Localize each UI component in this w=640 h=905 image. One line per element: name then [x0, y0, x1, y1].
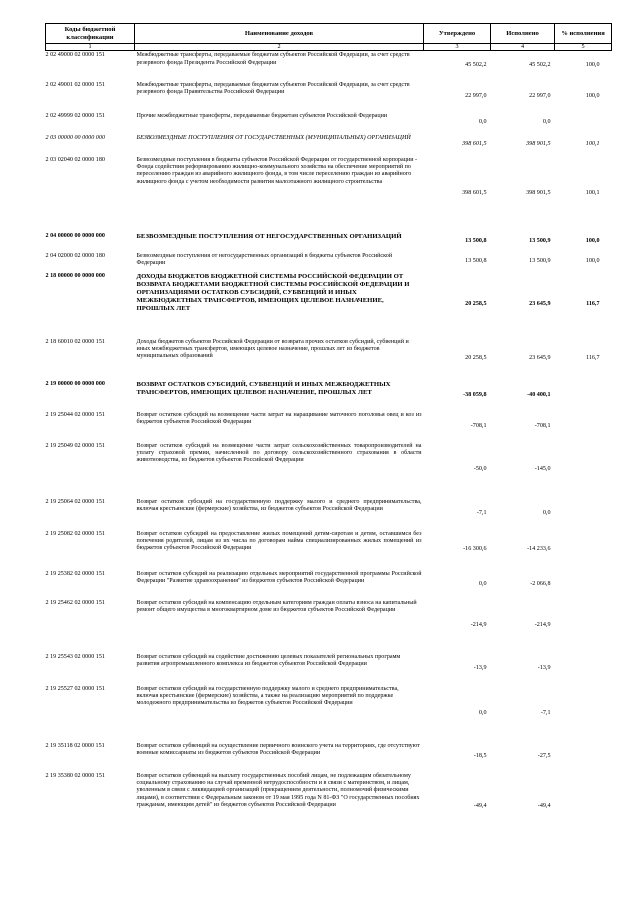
table-row — [46, 51, 612, 81]
row-executed: -7,1 — [540, 709, 551, 716]
row-name: Прочие межбюджетные трансферты, передаваемые бюджетам субъектов Российской Федерации — [136, 112, 388, 119]
row-name: БЕЗВОЗМЕЗДНЫЕ ПОСТУПЛЕНИЯ ОТ ГОСУДАРСТВЕННЫХ (МУНИЦИПАЛЬНЫХ) ОРГАНИЗАЦИЙ — [136, 134, 411, 141]
row-approved: -49,4 — [473, 803, 487, 810]
row-approved: 0,0 — [478, 580, 487, 587]
table-row — [46, 232, 612, 252]
row-name: Возврат остатков субсидий на возмещение части затрат сельскохозяйственных товаропроизводителей на уплату страховой премии, начисленной по договору сельскохозяйственного страхования в области животноводства, из бюджетов субъектов Российской Федерации — [136, 442, 422, 464]
row-executed: 13 500,9 — [529, 258, 551, 265]
row-approved: 45 502,2 — [465, 62, 487, 69]
row-percent: 100,1 — [585, 190, 600, 197]
row-name: Межбюджетные трансферты, передаваемые бюджетам субъектов Российской Федерации, за счет средств резервного фонда Правительства Российской Федерации — [136, 81, 410, 96]
row-percent — [555, 380, 612, 411]
table-row — [46, 338, 612, 380]
row-percent: 100,1 — [585, 141, 600, 148]
row-executed: 23 645,9 — [529, 355, 551, 362]
row-executed: 398 901,5 — [526, 141, 551, 148]
row-percent: 116,7 — [586, 301, 600, 308]
row-code: 2 19 25543 02 0000 151 — [45, 653, 105, 660]
row-code: 2 02 49000 02 0000 151 — [45, 52, 105, 59]
revenue-table — [45, 23, 612, 842]
row-code: 2 03 00000 00 0000 000 — [45, 134, 105, 141]
row-executed: 0,0 — [542, 119, 551, 126]
header-executed: Исполнено — [491, 24, 555, 44]
row-code: 2 19 25527 02 0000 151 — [45, 685, 105, 692]
row-approved: -7,1 — [476, 510, 487, 517]
header-code: Коды бюджетной классификации — [46, 24, 135, 44]
row-code: 2 19 25382 02 0000 151 — [45, 570, 105, 577]
row-name: Доходы бюджетов субъектов Российской Федерации от возврата прочих остатков субсидий, субвенций и иных межбюджетных трансфертов, имеющих целевое назначение, прошлых лет из бюджетов муниципальных образований — [136, 338, 409, 360]
row-percent — [555, 411, 612, 442]
row-code: 2 04 00000 00 0000 000 — [45, 232, 105, 239]
row-approved: -13,9 — [473, 665, 487, 672]
row-approved: 22 997,0 — [465, 92, 487, 99]
table-row — [46, 570, 612, 599]
column-number: 2 — [135, 44, 424, 51]
table-row — [46, 81, 612, 112]
row-code: 2 19 35118 02 0000 151 — [45, 742, 105, 749]
table-row — [46, 272, 612, 338]
column-number: 4 — [491, 44, 555, 51]
row-name: Возврат остатков субсидий на возмещение части затрат на наращивание маточного поголовья овец и коз из бюджетов субъектов Российской Федерации — [136, 411, 422, 426]
row-name: Межбюджетные трансферты, передаваемые бюджетам субъектов Российской Федерации, за счет средств резервного фонда Президента Российской Федерации — [136, 52, 410, 66]
row-percent: 100,0 — [585, 62, 600, 69]
row-executed: 22 997,0 — [529, 92, 551, 99]
row-name: Безвозмездные поступления в бюджеты субъектов Российской Федерации от государственной корпорации - Фонда содействия реформированию жилищно-коммунального хозяйства на обеспечение мероприятий по переселению граждан из аварийного жилищного фонда, в том числе переселению граждан из аварийного жилищного фонда с учетом необходимости развития малоэтажного жилищного строительства — [136, 156, 418, 185]
row-name: Возврат остатков субсидий на предоставление жилых помещений детям-сиротам и детям, оставшимся без попечения родителей, лицам из их числа по договорам найма специализированных жилых помещений из бюджетов субъектов Российской Федерации — [136, 530, 422, 552]
row-percent — [555, 742, 612, 772]
row-approved: -708,1 — [470, 422, 487, 429]
row-code: 2 19 25049 02 0000 151 — [45, 442, 105, 449]
row-percent — [555, 112, 612, 134]
table-row — [46, 411, 612, 442]
row-approved: 0,0 — [478, 119, 487, 126]
row-executed: -13,9 — [537, 665, 551, 672]
row-percent: 116,7 — [586, 355, 600, 362]
row-name: Возврат остатков субвенций на выплату государственных пособий лицам, не подлежащим обязательному социальному страхованию на случай временной нетрудоспособности и в связи с материнством, и лицам, уволенным в связи с ликвидацией организаций (прекращением деятельности, полномочий физическими лицами), в соответствии с Федеральным законом от 19 мая 1995 года N 81-ФЗ "О государственных пособиях гражданам, имеющим детей" из бюджетов субъектов Российской Федерации — [136, 772, 420, 808]
row-approved: -16 300,6 — [463, 546, 487, 553]
row-percent — [555, 530, 612, 570]
row-name: ДОХОДЫ БЮДЖЕТОВ БЮДЖЕТНОЙ СИСТЕМЫ РОССИЙСКОЙ ФЕДЕРАЦИИ ОТ ВОЗВРАТА БЮДЖЕТАМИ БЮДЖЕТНОЙ СИСТЕМЫ РОССИЙСКОЙ ФЕДЕРАЦИИ И ОРГАНИЗАЦИЯМИ ОСТАТКОВ СУБСИДИЙ, СУБВЕНЦИЙ И ИНЫХ МЕЖБЮДЖЕТНЫХ ТРАНСФЕРТОВ, ИМЕЮЩИХ ЦЕЛЕВОЕ НАЗНАЧЕНИЕ, ПРОШЛЫХ ЛЕТ — [136, 272, 410, 312]
row-approved: 13 500,8 — [465, 258, 487, 265]
column-number-row — [46, 44, 612, 51]
row-code: 2 18 00000 00 0000 000 — [45, 272, 105, 279]
row-executed: 23 645,9 — [529, 301, 551, 308]
row-code: 2 02 49999 02 0000 151 — [45, 112, 105, 119]
header-percent: % исполнения — [555, 24, 612, 44]
table-row — [46, 772, 612, 842]
row-name: Возврат остатков субсидий на реализацию отдельных мероприятий государственной программы Российской Федерации "Развитие здравоохранения" из бюджетов субъектов Российской Федерации — [136, 570, 422, 585]
column-number: 5 — [555, 44, 612, 51]
row-approved: 20 258,5 — [465, 355, 487, 362]
table-row — [46, 156, 612, 232]
row-approved: -50,0 — [473, 466, 487, 473]
table-row — [46, 252, 612, 272]
table-row — [46, 112, 612, 134]
row-percent — [555, 653, 612, 685]
row-approved: 13 500,8 — [465, 238, 487, 245]
row-code: 2 19 25044 02 0000 151 — [45, 411, 105, 418]
row-approved: -214,9 — [470, 622, 487, 629]
row-name: Возврат остатков субвенций на осуществление первичного воинского учета на территориях, где отсутствуют военные комиссариаты из бюджетов субъектов Российской Федерации — [136, 742, 420, 757]
row-code: 2 03 02040 02 0000 180 — [45, 156, 105, 163]
row-percent — [555, 599, 612, 653]
row-percent — [555, 498, 612, 530]
row-executed: -49,4 — [537, 803, 551, 810]
row-code: 2 18 60010 02 0000 151 — [45, 338, 105, 345]
row-executed: -14 233,6 — [527, 546, 551, 553]
row-name: Безвозмездные поступления от негосударственных организаций в бюджеты субъектов Российской Федерации — [136, 252, 393, 267]
row-percent: 100,0 — [585, 92, 600, 99]
row-code: 2 19 25082 02 0000 151 — [45, 530, 105, 537]
header-name: Наименование доходов — [135, 24, 424, 44]
row-approved: -38 059,8 — [463, 391, 487, 398]
table-row — [46, 599, 612, 653]
row-executed: -27,5 — [537, 753, 551, 760]
column-number: 3 — [424, 44, 491, 51]
row-name: ВОЗВРАТ ОСТАТКОВ СУБСИДИЙ, СУБВЕНЦИЙ И ИНЫХ МЕЖБЮДЖЕТНЫХ ТРАНСФЕРТОВ, ИМЕЮЩИХ ЦЕЛЕВОЕ НАЗНАЧЕНИЕ, ПРОШЛЫХ ЛЕТ — [136, 380, 391, 396]
row-code: 2 19 25462 02 0000 151 — [45, 599, 105, 606]
row-executed: 13 500,9 — [529, 238, 551, 245]
row-executed: 45 502,2 — [529, 62, 551, 69]
row-approved: 0,0 — [478, 709, 487, 716]
table-row — [46, 380, 612, 411]
row-approved: 20 258,5 — [465, 301, 487, 308]
row-percent: 100,0 — [585, 258, 600, 265]
row-code: 2 04 02000 02 0000 180 — [45, 252, 105, 259]
row-approved: 398 601,5 — [462, 190, 487, 197]
row-code: 2 19 25064 02 0000 151 — [45, 498, 105, 505]
table-row — [46, 442, 612, 498]
table-row — [46, 685, 612, 742]
row-approved: -18,5 — [473, 753, 487, 760]
header-approved: Утверждено — [424, 24, 491, 44]
row-name: БЕЗВОЗМЕЗДНЫЕ ПОСТУПЛЕНИЯ ОТ НЕГОСУДАРСТВЕННЫХ ОРГАНИЗАЦИЙ — [136, 232, 402, 240]
row-percent — [555, 570, 612, 599]
row-executed: -214,9 — [534, 622, 551, 629]
row-name: Возврат остатков субсидий на государственную поддержку малого и среднего предпринимательства, включая крестьянские (фермерские) хозяйства, а также на реализацию мероприятий по поддержке молодежного предпринимательства из бюджетов субъектов Российской Федерации — [136, 685, 399, 707]
table-body — [46, 51, 612, 842]
row-code: 2 02 49001 02 0000 151 — [45, 81, 105, 88]
row-executed: -40 400,1 — [527, 391, 551, 398]
table-row — [46, 653, 612, 685]
row-name: Возврат остатков субсидий на государственную поддержку малого и среднего предпринимательства, включая крестьянские (фермерские) хозяйства, из бюджетов субъектов Российской Федерации — [136, 498, 422, 513]
table-row — [46, 134, 612, 156]
header-row — [46, 24, 612, 44]
row-percent: 100,0 — [585, 238, 600, 245]
row-executed: -145,0 — [534, 466, 551, 473]
table-row — [46, 498, 612, 530]
column-number: 1 — [46, 44, 135, 51]
row-name: Возврат остатков субсидий на компенсацию отдельным категориям граждан оплаты взноса на капитальный ремонт общего имущества в многоквартирном доме из бюджетов субъектов Российской Федерации — [136, 599, 417, 614]
row-executed: -708,1 — [534, 422, 551, 429]
budget-revenue-report — [45, 23, 611, 842]
row-executed: -2 066,8 — [530, 580, 551, 587]
table-row — [46, 530, 612, 570]
row-percent — [555, 442, 612, 498]
row-code: 2 19 35380 02 0000 151 — [45, 772, 105, 779]
row-executed: 398 901,5 — [526, 190, 551, 197]
row-code: 2 19 00000 00 0000 000 — [45, 380, 105, 387]
row-executed: 0,0 — [542, 510, 551, 517]
table-row — [46, 742, 612, 772]
row-approved: 398 601,5 — [462, 141, 487, 148]
row-name: Возврат остатков субсидий на содействие достижению целевых показателей региональных программ развития агропромышленного комплекса из бюджетов субъектов Российской Федерации — [136, 653, 401, 668]
row-percent — [555, 772, 612, 842]
row-percent — [555, 685, 612, 742]
